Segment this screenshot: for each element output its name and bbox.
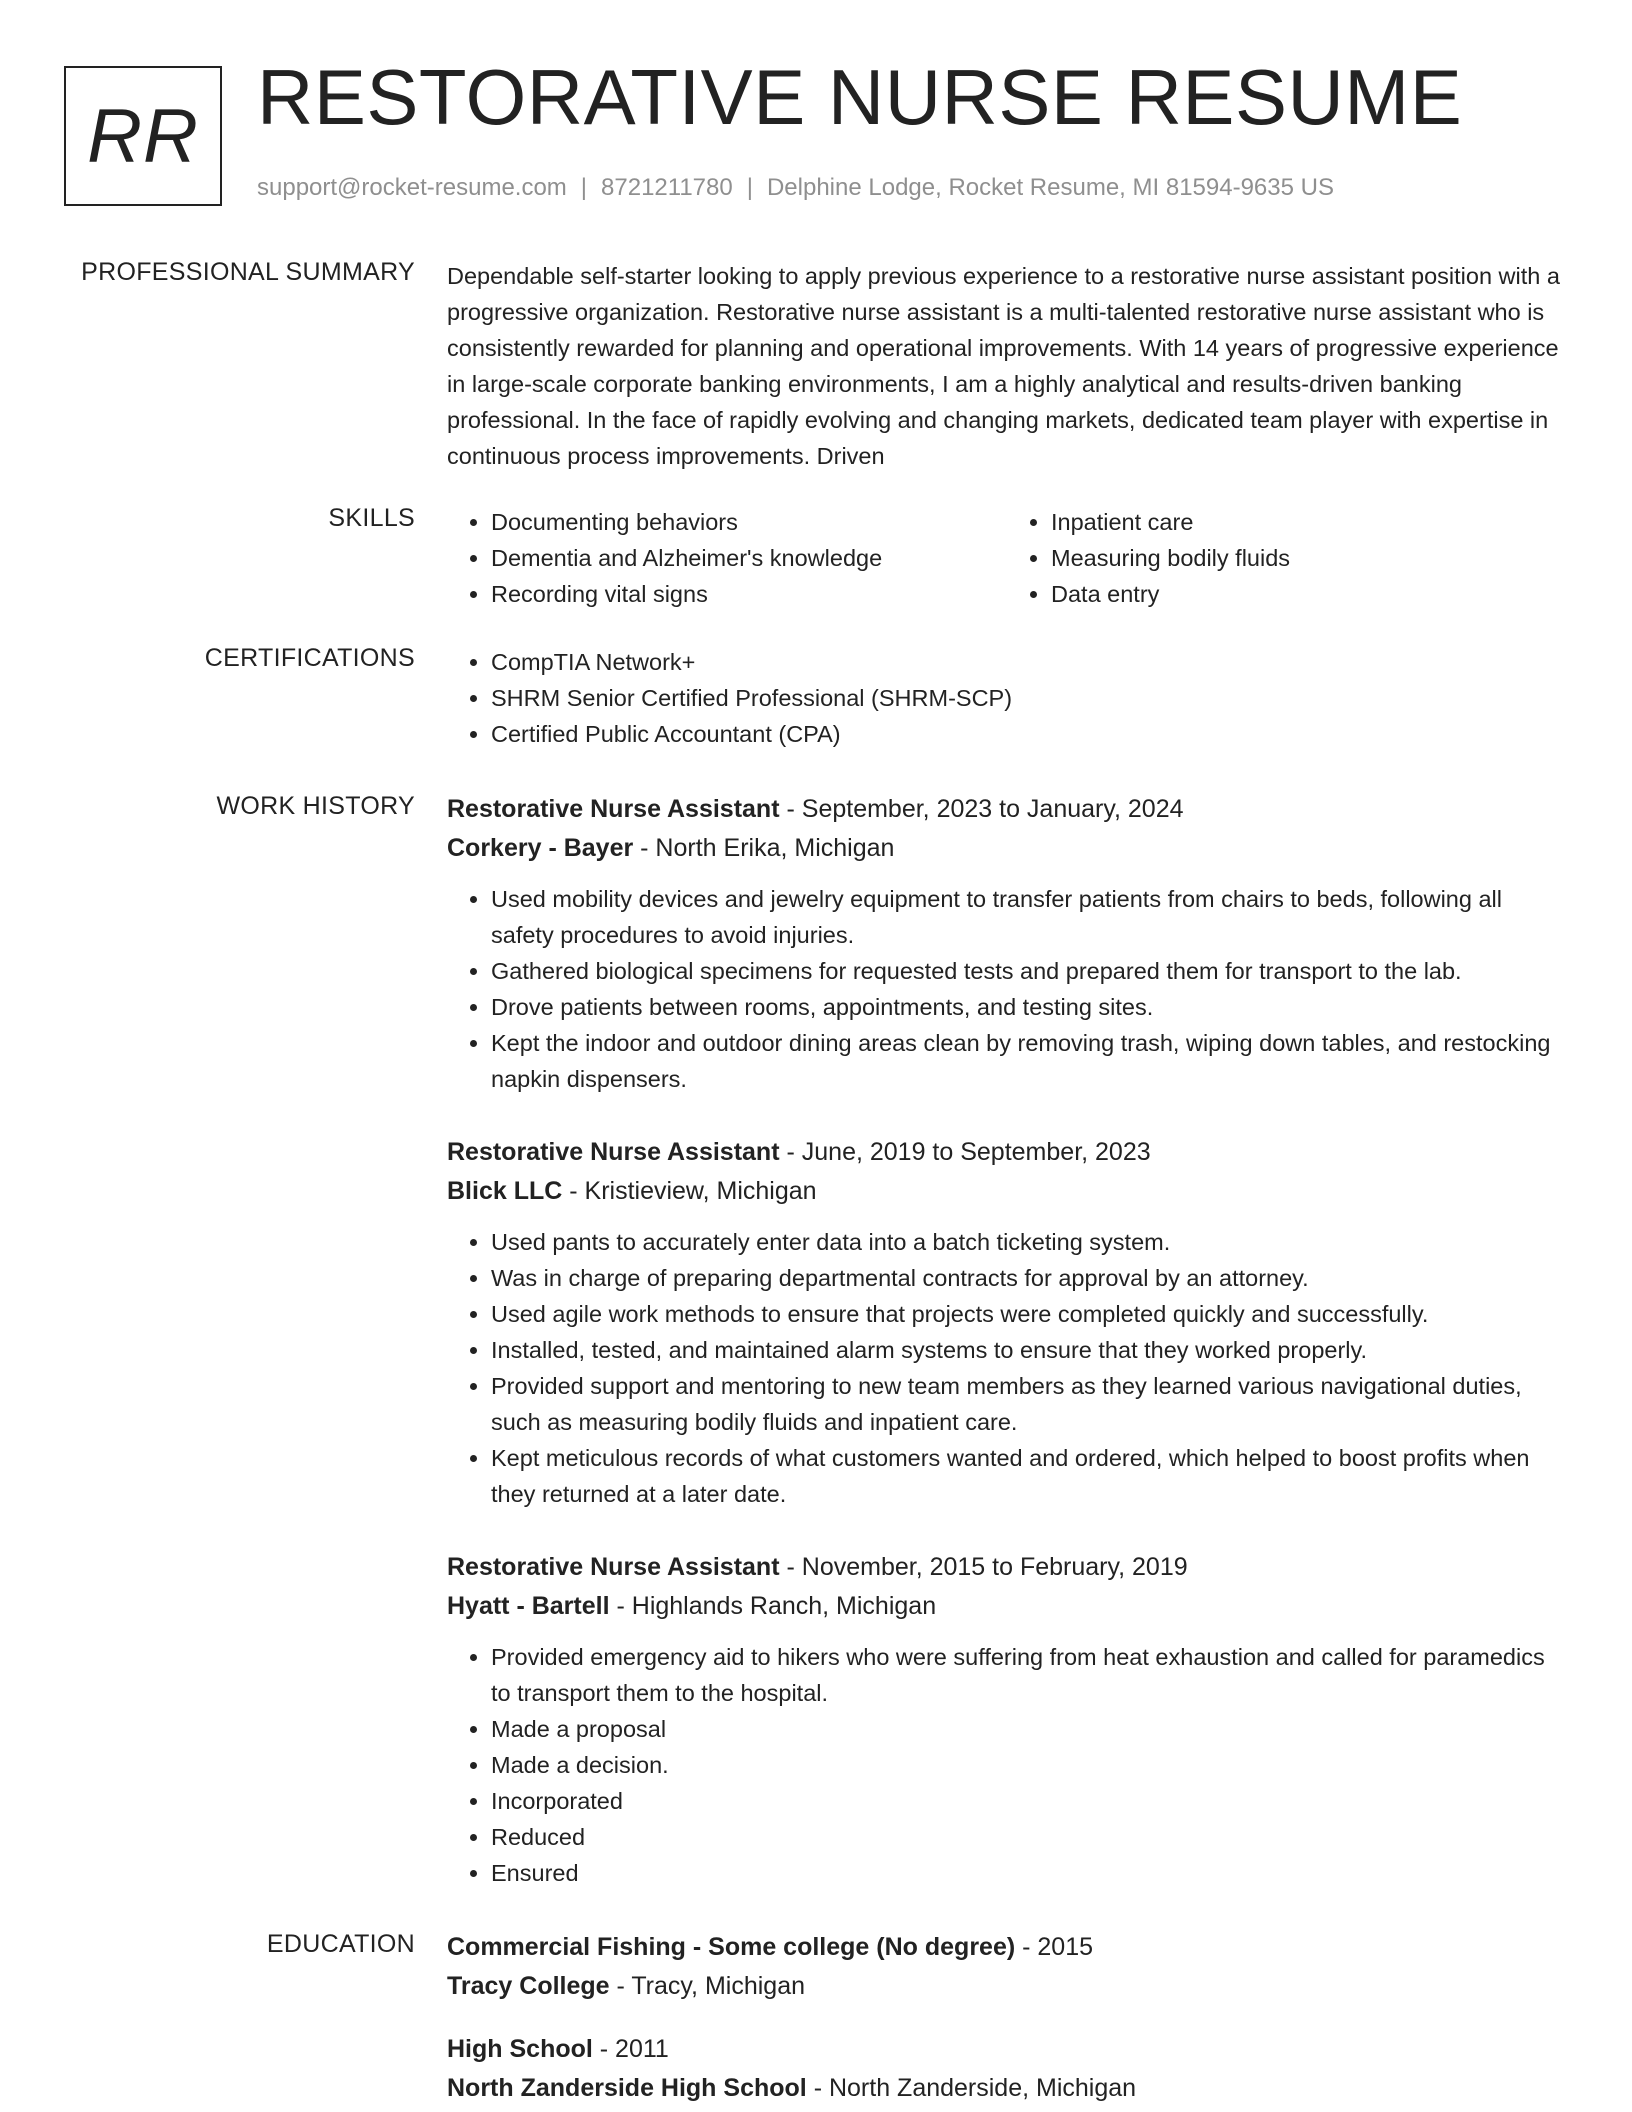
list-item: • Drove patients between rooms, appointments, and testing sites. (491, 989, 1567, 1025)
list-item: • Used mobility devices and jewelry equipment to transfer patients from chairs to beds, following all safety procedures to avoid injuries. (491, 881, 1567, 953)
section-title: EDUCATION (266, 1930, 415, 1958)
education-degree: Commercial Fishing - Some college (No degree) (447, 1933, 1016, 1961)
section-title: SKILLS (328, 504, 415, 532)
list-item: • Provided emergency aid to hikers who were suffering from heat exhaustion and called for paramedics to transport them to the hospital. (491, 1639, 1567, 1711)
skills-list (447, 504, 1567, 612)
list-item: • Installed, tested, and maintained alarm systems to ensure that they worked properly. (491, 1332, 1567, 1368)
section-title: CERTIFICATIONS (204, 644, 415, 672)
list-item: • Dementia and Alzheimer's knowledge (491, 540, 1007, 576)
list-item: • CompTIA Network+ (491, 644, 1567, 680)
list-item: • Incorporated (491, 1783, 1567, 1819)
job-location: - North Erika, Michigan (633, 834, 895, 862)
skills-column-2 (1007, 504, 1567, 612)
list-item: • Was in charge of preparing departmental contracts for approval by an attorney. (491, 1260, 1567, 1296)
list-item: • Documenting behaviors (491, 504, 1007, 540)
job-company-line (447, 829, 1567, 868)
education-entry (447, 2030, 1567, 2108)
separator: | (746, 174, 753, 201)
summary-text: Dependable self-starter looking to apply previous experience to a restorative nurse assistant position with a progressive organization. Restorative nurse assistant is a multi-talented restorative nurse assistant who is consistently rewarded for planning and operational improvements. With 14 years of progressive experience in large-scale corporate banking environments, I am a highly analytical and results-driven banking professional. In the face of rapidly evolving and changing markets, dedicated team player with expertise in continuous process improvements. Driven (447, 263, 1560, 469)
skills-column-1 (447, 504, 1007, 612)
resume-title: RESTORATIVE NURSE RESUME (257, 53, 1463, 141)
work-history-body (447, 790, 1567, 1927)
job-company: Hyatt - Bartell (447, 1592, 610, 1620)
education-degree: High School (447, 2035, 593, 2063)
job-title-line (447, 1133, 1567, 1172)
list-item: • Gathered biological specimens for requested tests and prepared them for transport to the lab. (491, 953, 1567, 989)
job-company-line (447, 1587, 1567, 1626)
list-item: • Provided support and mentoring to new team members as they learned various navigational duties, such as measuring bodily fluids and inpatient care. (491, 1368, 1567, 1440)
list-item: • SHRM Senior Certified Professional (SHRM-SCP) (491, 680, 1567, 716)
job-entry (447, 790, 1567, 1097)
summary-body (447, 258, 1567, 474)
list-item: • Used pants to accurately enter data into a batch ticketing system. (491, 1224, 1567, 1260)
list-item: • Data entry (1051, 576, 1567, 612)
job-dates: - September, 2023 to January, 2024 (779, 795, 1184, 823)
section-title: WORK HISTORY (216, 792, 415, 820)
certifications-list (447, 644, 1567, 752)
job-company: Corkery - Bayer (447, 834, 634, 862)
section-title: PROFESSIONAL SUMMARY (81, 258, 415, 286)
job-location: - Kristieview, Michigan (562, 1177, 817, 1205)
job-entry (447, 1548, 1567, 1891)
list-item: • Recording vital signs (491, 576, 1007, 612)
job-location: - Highlands Ranch, Michigan (609, 1592, 937, 1620)
job-title-line (447, 1548, 1567, 1587)
education-school: North Zanderside High School (447, 2074, 807, 2102)
job-role: Restorative Nurse Assistant (447, 1553, 780, 1581)
education-degree-line (447, 1928, 1567, 1967)
education-degree-line (447, 2030, 1567, 2069)
list-item: • Certified Public Accountant (CPA) (491, 716, 1567, 752)
list-item: • Measuring bodily fluids (1051, 540, 1567, 576)
job-role: Restorative Nurse Assistant (447, 1138, 780, 1166)
job-entry (447, 1133, 1567, 1512)
job-role: Restorative Nurse Assistant (447, 795, 780, 823)
phone-number: 8721211780 (601, 174, 733, 201)
job-title-line (447, 790, 1567, 829)
list-item: • Reduced (491, 1819, 1567, 1855)
job-company-line (447, 1172, 1567, 1211)
education-entry (447, 1928, 1567, 2006)
education-location: - Tracy, Michigan (609, 1972, 806, 2000)
monogram-logo: RR (64, 66, 222, 206)
education-school-line (447, 1967, 1567, 2006)
separator: | (580, 174, 588, 201)
list-item: • Used agile work methods to ensure that projects were completed quickly and successfully. (491, 1296, 1567, 1332)
list-item: • Made a decision. (491, 1747, 1567, 1783)
list-item: • Ensured (491, 1855, 1567, 1891)
education-body (447, 1928, 1567, 2108)
education-location: - North Zanderside, Michigan (806, 2074, 1137, 2102)
education-school: Tracy College (447, 1972, 610, 2000)
education-year: - 2011 (592, 2035, 669, 2063)
list-item: • Kept meticulous records of what customers wanted and ordered, which helped to boost profits when they returned at a later date. (491, 1440, 1567, 1512)
education-school-line (447, 2069, 1567, 2108)
list-item: • Made a proposal (491, 1711, 1567, 1747)
job-dates: - November, 2015 to February, 2019 (779, 1553, 1188, 1581)
contact-line (257, 174, 1334, 202)
job-dates: - June, 2019 to September, 2023 (779, 1138, 1151, 1166)
list-item: • Inpatient care (1051, 504, 1567, 540)
education-year: - 2015 (1015, 1933, 1094, 1961)
list-item: • Kept the indoor and outdoor dining areas clean by removing trash, wiping down tables, and restocking napkin dispensers. (491, 1025, 1567, 1097)
address: Delphine Lodge, Rocket Resume, MI 81594-9635 US (766, 174, 1334, 201)
email-link[interactable]: support@rocket-resume.com (257, 174, 567, 201)
job-company: Blick LLC (447, 1177, 563, 1205)
